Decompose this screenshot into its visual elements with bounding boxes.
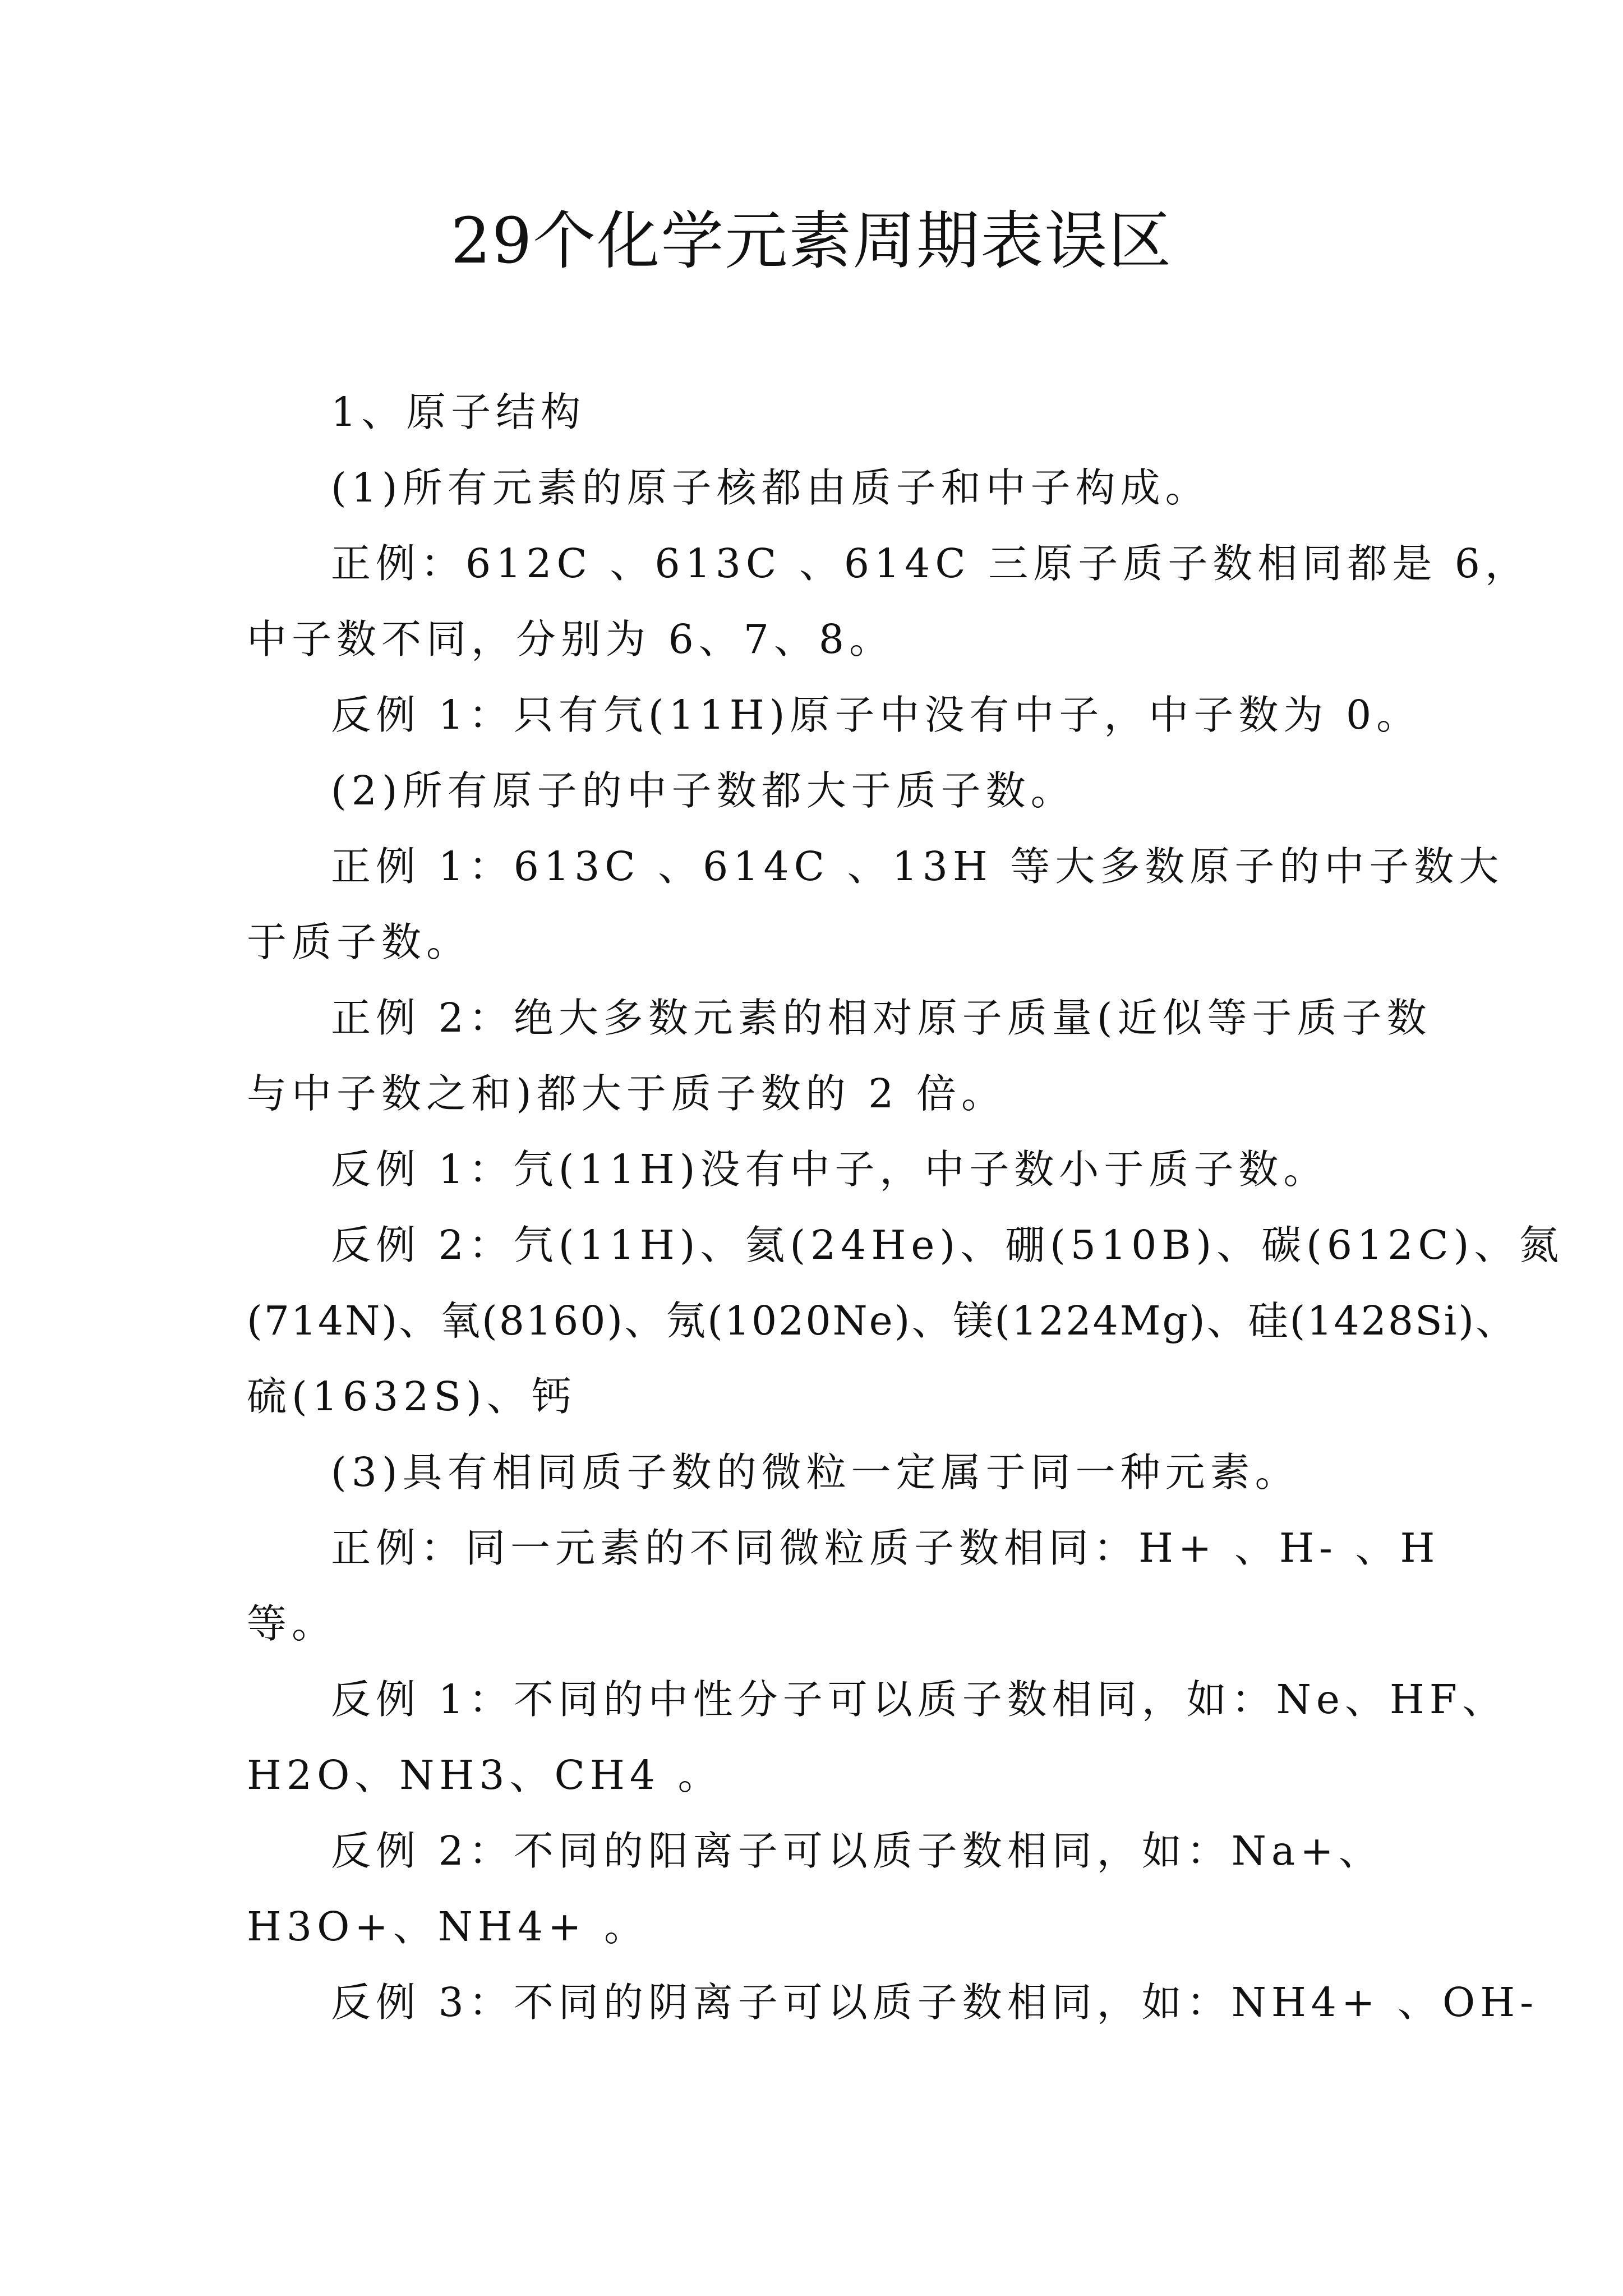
paragraph-line: 与中子数之和)都大于质子数的 2 倍。 [247, 1070, 1007, 1117]
paragraph-line: 硫(1632S)、钙 [247, 1373, 577, 1420]
paragraph-line: 正例：612C 、613C 、614C 三原子质子数相同都是 6， [331, 540, 1530, 587]
paragraph-line: 反例 1：氕(11H)没有中子，中子数小于质子数。 [331, 1146, 1329, 1193]
paragraph-line: 反例 2：不同的阳离子可以质子数相同，如：Na+、 [331, 1828, 1384, 1874]
paragraph-line: 等。 [247, 1600, 337, 1647]
paragraph-line: (714N)、氧(8160)、氖(1020Ne)、镁(1224Mg)、硅(1428Si)、 [247, 1297, 1518, 1344]
paragraph-line: 中子数不同，分别为 6、7、8。 [247, 616, 895, 662]
section-heading: 1、原子结构 [331, 389, 586, 435]
paragraph-line: 于质子数。 [247, 919, 472, 965]
paragraph-line: (2)所有原子的中子数都大于质子数。 [331, 767, 1076, 814]
paragraph-line: 反例 2：氕(11H)、氦(24He)、硼(510B)、碳(612C)、氮 [331, 1222, 1564, 1268]
paragraph-line: 正例 2：绝大多数元素的相对原子质量(近似等于质子数 [331, 995, 1432, 1041]
paragraph-line: 正例：同一元素的不同微粒质子数相同：H+ 、H- 、H [331, 1525, 1440, 1571]
paragraph-line: 反例 1：不同的中性分子可以质子数相同，如：Ne、HF、 [331, 1676, 1507, 1723]
paragraph-line: H3O+、NH4+ 。 [247, 1903, 649, 1950]
paragraph-line: (3)具有相同质子数的微粒一定属于同一种元素。 [331, 1449, 1300, 1496]
page-title: 29个化学元素周期表误区 [450, 205, 1173, 278]
paragraph-line: (1)所有元素的原子核都由质子和中子构成。 [331, 464, 1210, 511]
paragraph-line: 反例 1：只有氕(11H)原子中没有中子，中子数为 0。 [331, 692, 1422, 738]
paragraph-line: 反例 3：不同的阴离子可以质子数相同，如：NH4+ 、OH- [331, 1979, 1539, 2026]
paragraph-line: 正例 1：613C 、614C 、13H 等大多数原子的中子数大 [331, 843, 1504, 890]
paragraph-line: H2O、NH3、CH4 。 [247, 1752, 723, 1798]
